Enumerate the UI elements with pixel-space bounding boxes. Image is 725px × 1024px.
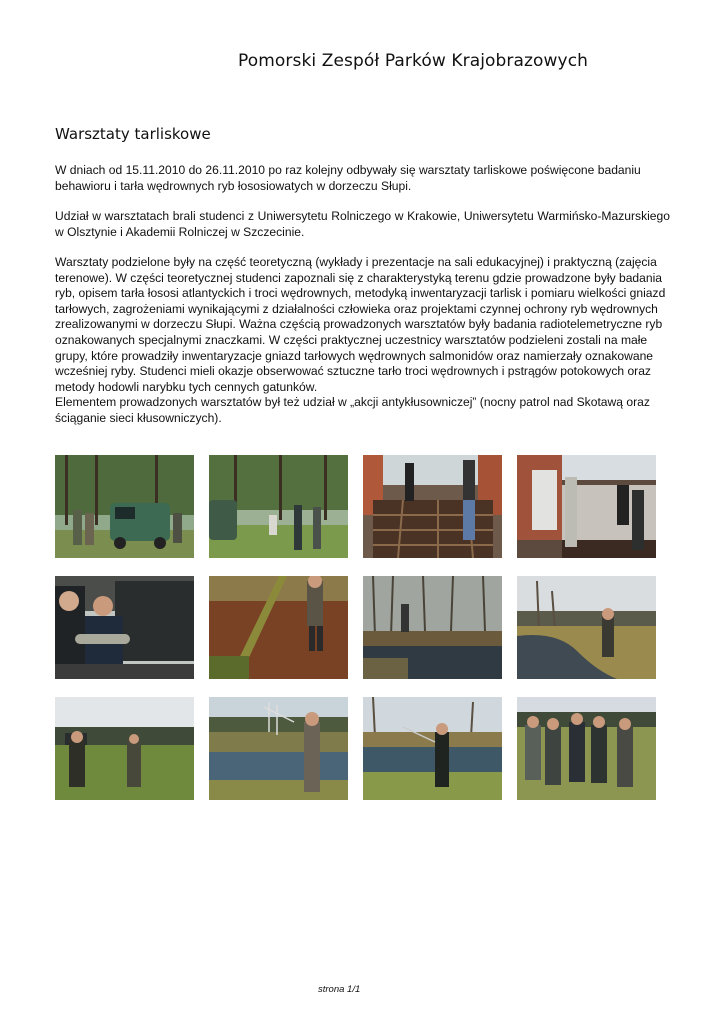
paragraph-antipoaching: Elementem prowadzonych warsztatów był też udział w „akcji antykłusowniczej” (nocny patrol nad Skotawą oraz ściąganie sieci kłusowniczych).: [55, 395, 650, 425]
paragraph-description: [55, 255, 670, 427]
photo-meadow-antenna: [517, 576, 656, 679]
photo-stream-wading: [209, 576, 348, 679]
photo-antenna-tracking: [209, 697, 348, 800]
photo-group-portrait: [517, 697, 656, 800]
photo-forest-vehicles: [55, 455, 194, 558]
photo-forest-group: [209, 455, 348, 558]
photo-fish-handling: [55, 576, 194, 679]
photo-fish-pass-grates: [363, 455, 502, 558]
page-number: strona 1/1: [318, 984, 361, 995]
section-title: Warsztaty tarliskowe: [55, 125, 211, 143]
paragraph-participants: Udział w warsztatach brali studenci z Uniwersytetu Rolniczego w Krakowie, Uniwersytetu Warmińsko-Mazurskiego w Olsztynie i Akademii Rolniczej w Szczecinie.: [55, 209, 670, 239]
paragraph-workshop-parts: Warsztaty podzielone były na część teoretyczną (wykłady i prezentacje na sali edukacyjnej) i praktyczną (zajęcia terenowe). W części teoretycznej studenci zapoznali się z charakterystyką terenu gdzie prowadzone były badania ryb, opisem tarła łososi atlantyckich i troci wędrownych, metodyką inwentaryzacji tarlisk i pomiaru wielkości gniazd tarłowych, zagrożeniami wynikającymi z działalności człowieka oraz projektami czynnej ochrony ryb wędrownych zrealizowanymi w dorzeczu Słupi. Ważna częścią prowadzonych warsztatów były badania radiotelemetryczne ryb oznakowanych specjalnymi znaczkami. W części praktycznej uczestnicy warsztatów podzieleni zostali na małe grupy, które prowadziły inwentaryzacje gniazd tarłowych wędrownych salmonidów oraz namierzały oznakowane wcześniej ryby. Studenci mieli okazje obserwować sztuczne tarło troci wędrownych i pstrągów potokowych oraz metody hodowli narybku tych cennych gatunków.: [55, 255, 666, 394]
photo-riverside-person: [363, 697, 502, 800]
photo-field-two-people: [55, 697, 194, 800]
photo-river-bank: [363, 576, 502, 679]
paragraph-intro: W dniach od 15.11.2010 do 26.11.2010 po raz kolejny odbywały się warsztaty tarliskowe poświęcone badaniu behawioru i tarła wędrownych ryb łososiowatych w dorzeczu Słupi.: [55, 163, 641, 193]
page-header: Pomorski Zespół Parków Krajobrazowych: [238, 51, 589, 71]
photo-hatchery-building: [517, 455, 656, 558]
